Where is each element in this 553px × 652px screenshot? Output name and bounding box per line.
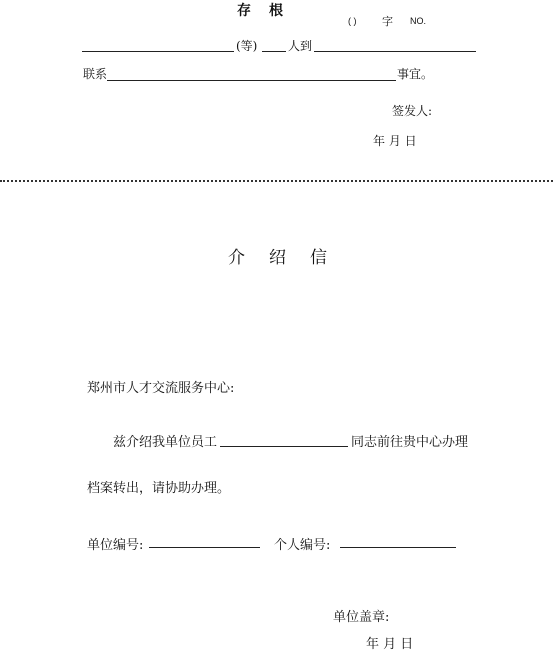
stub-rendao-label: 人到: [288, 39, 313, 53]
stub-destination-blank[interactable]: [314, 51, 476, 52]
stub-signer-label: 签发人:: [392, 104, 433, 118]
stub-number-zi: 字: [382, 15, 393, 28]
stub-count-blank[interactable]: [262, 51, 286, 52]
stub-shiyi-label: 事宜。: [397, 67, 434, 81]
stub-deng-label: (等): [236, 39, 258, 53]
personal-number-blank[interactable]: [340, 547, 456, 548]
seal-label: 单位盖章:: [333, 610, 390, 625]
letter-body-suffix: 同志前往贵中心办理: [351, 435, 469, 450]
perforation-line: [0, 180, 553, 182]
letter-date: 年 月 日: [366, 637, 414, 652]
letter-title: 介绍信: [228, 248, 351, 268]
stub-number-no: NO.: [410, 16, 427, 26]
stub-number-paren: ( ): [348, 16, 357, 26]
stub-date: 年 月 日: [373, 134, 417, 148]
unit-number-blank[interactable]: [149, 547, 260, 548]
stub-name-blank[interactable]: [82, 51, 234, 52]
stub-matter-blank[interactable]: [107, 80, 396, 81]
letter-body-prefix: 兹介绍我单位员工: [113, 435, 218, 450]
stub-title: 存根: [237, 3, 301, 19]
personal-number-label: 个人编号:: [274, 538, 331, 553]
employee-name-blank[interactable]: [220, 446, 348, 447]
stub-lianxi-label: 联系: [83, 67, 108, 81]
letter-addressee: 郑州市人才交流服务中心:: [87, 381, 235, 396]
unit-number-label: 单位编号:: [87, 538, 144, 553]
letter-body-line2: 档案转出，请协助办理。: [87, 481, 231, 496]
